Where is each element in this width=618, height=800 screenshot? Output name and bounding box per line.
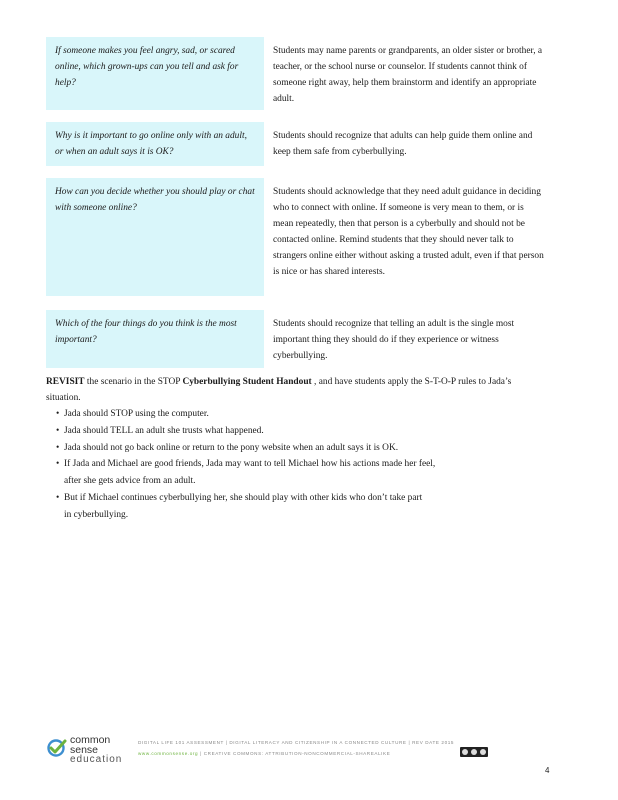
list-item — [56, 490, 546, 524]
question-cell: How can you decide whether you should play or chat with someone online? — [46, 178, 264, 296]
footer-course-info: DIGITAL LIFE 101 ASSESSMENT | DIGITAL LITERACY AND CITIZENSHIP IN A CONNECTED CULTURE | REV DATE 2015 — [138, 740, 455, 745]
footer-license-line — [138, 751, 390, 756]
list-item — [56, 440, 546, 457]
list-item — [56, 406, 546, 423]
revisit-text-post: , and have students apply the S-T-O-P rules to Jada’s situation. — [46, 377, 512, 403]
handout-title: Cyberbullying Student Handout — [182, 377, 312, 387]
footer-url[interactable]: www.commonsense.org — [138, 751, 199, 756]
bullet-dot: • — [56, 425, 60, 436]
stop-bullet-list — [56, 406, 546, 524]
bullet-text: If Jada and Michael are good friends, Jada may want to tell Michael how his actions made her feel, — [64, 459, 436, 470]
common-sense-logo — [46, 735, 126, 771]
qa-row — [46, 37, 544, 110]
qa-row — [46, 122, 544, 166]
page-number: 4 — [545, 766, 550, 775]
bullet-text: Jada should not go back online or return to the pony website when an adult says it is OK. — [64, 442, 399, 453]
qa-row — [46, 310, 544, 368]
answer-cell: Students may name parents or grandparents, an older sister or brother, a teacher, or the school nurse or counselor. If students cannot think of someone right away, help them brainstorm and identify an appropriate adult. — [273, 46, 543, 104]
logo-word-common: common — [70, 734, 111, 746]
bullet-text-continued: in cyberbullying. — [64, 509, 129, 520]
bullet-dot: • — [56, 409, 60, 419]
creative-commons-badge-icon — [460, 747, 488, 757]
bullet-text: Jada should TELL an adult she trusts what happened. — [64, 425, 264, 436]
list-item — [56, 456, 546, 490]
logo-word-sense: sense — [70, 744, 99, 756]
bullet-text: But if Michael continues cyberbullying her, she should play with other kids who don’t take part — [64, 492, 423, 503]
logo-wordmark — [70, 735, 122, 765]
answer-cell: Students should recognize that adults can help guide them online and keep them safe from cyberbullying. — [273, 131, 533, 157]
bullet-dot: • — [56, 459, 60, 470]
logo-word-education: education — [70, 754, 123, 765]
revisit-text-pre: the scenario in the STOP — [84, 377, 183, 387]
question-cell: If someone makes you feel angry, sad, or scared online, which grown-ups can you tell and ask for help? — [46, 37, 264, 110]
answer-cell: Students should recognize that telling an adult is the single most important thing they should do if they experience or witness cyberbullying. — [273, 319, 515, 361]
list-item — [56, 423, 546, 440]
question-cell: Why is it important to go online only with an adult, or when an adult says it is OK? — [46, 122, 264, 166]
revisit-paragraph — [46, 374, 546, 406]
footer-license: | CREATIVE COMMONS: ATTRIBUTION-NONCOMMERCIAL-SHAREALIKE — [200, 751, 391, 756]
question-cell: Which of the four things do you think is the most important? — [46, 310, 264, 368]
bullet-dot: • — [56, 442, 60, 453]
bullet-dot: • — [56, 492, 60, 503]
bullet-text: Jada should STOP using the computer. — [64, 409, 209, 419]
revisit-lead: REVISIT — [46, 377, 85, 387]
qa-row — [46, 178, 544, 296]
bullet-text-continued: after she gets advice from an adult. — [64, 476, 196, 487]
checkmark-logo-icon — [46, 738, 68, 758]
answer-cell: Students should acknowledge that they need adult guidance in deciding who to connect with online. If someone is very mean to them, or is mean repeatedly, then that person is a cyberbully and should not be contacted online. Remind students that they should never talk to strangers online either without asking a trusted adult, even if that person is nice or has shared interests. — [273, 187, 544, 277]
